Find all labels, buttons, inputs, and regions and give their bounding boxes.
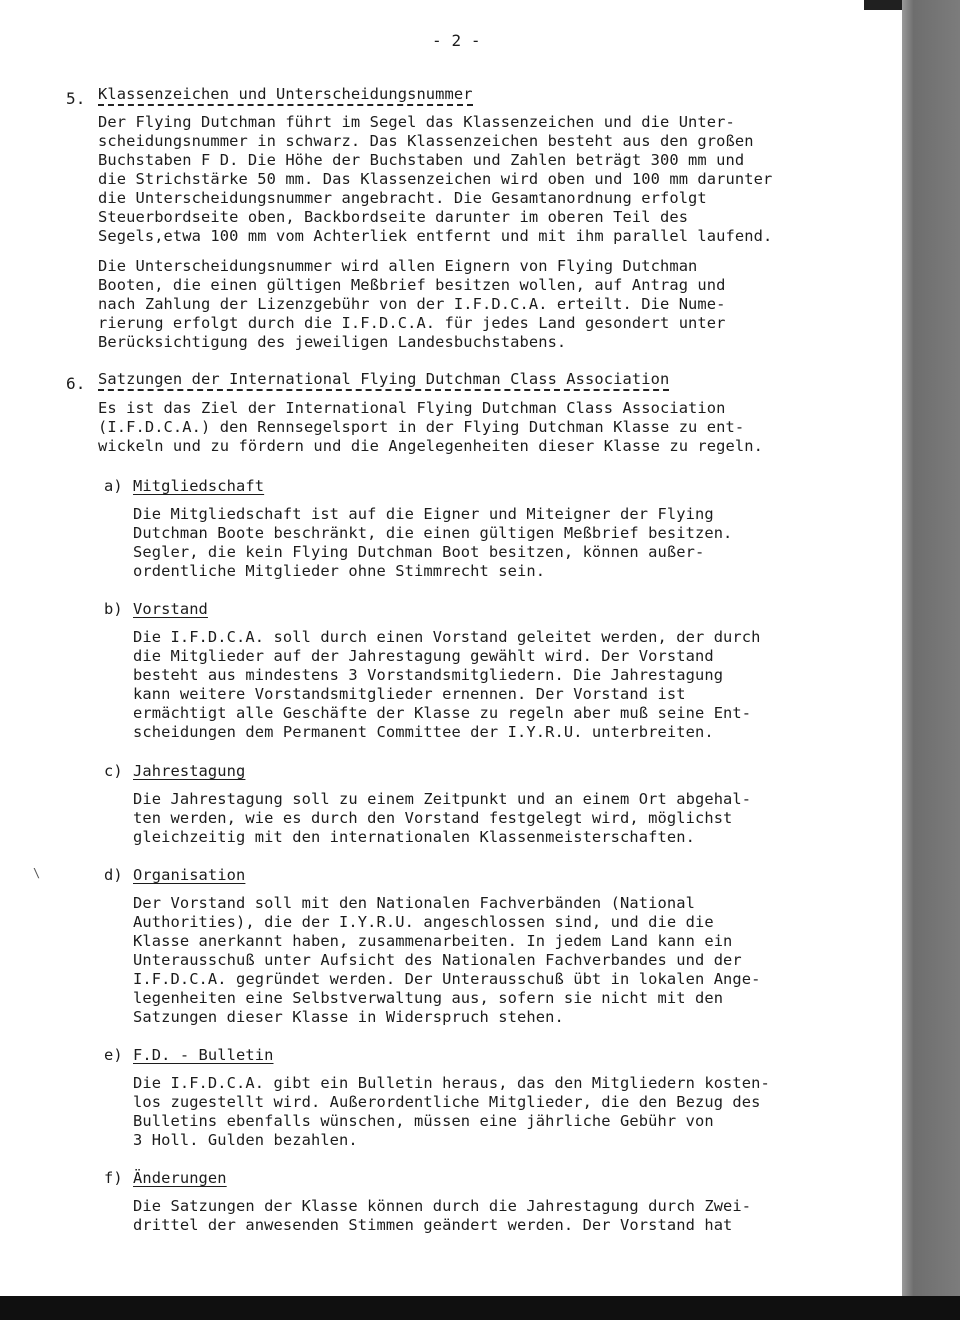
subsection-line: Bulletins ebenfalls wünschen, müssen eine jährliche Gebühr von [133, 1112, 714, 1130]
subsection-line: 3 Holl. Gulden bezahlen. [133, 1131, 358, 1149]
subsection-title-aenderungen: Änderungen [133, 1169, 227, 1187]
subsection-line: ordentliche Mitglieder ohne Stimmrecht sein. [133, 562, 546, 580]
subsection-title-bulletin: F.D. - Bulletin [133, 1046, 274, 1064]
subsection-letter: a) [104, 477, 123, 495]
subsection-line: drittel der anwesenden Stimmen geändert werden. Der Vorstand hat [133, 1216, 733, 1234]
page-number: - 2 - [432, 31, 481, 50]
subsection-line: Satzungen dieser Klasse in Widerspruch stehen. [133, 1008, 564, 1026]
scan-bottom-shadow [0, 1296, 960, 1320]
subsection-line: Klasse anerkannt haben, zusammenarbeiten. In jedem Land kann ein [133, 932, 733, 950]
scan-edge-shadow [902, 0, 960, 1320]
subsection-letter: e) [104, 1046, 123, 1064]
subsection-line: scheidungen dem Permanent Committee der I.Y.R.U. unterbreiten. [133, 723, 714, 741]
section-5-para1-line: die Unterscheidungsnummer angebracht. Die Gesamtanordnung erfolgt [98, 189, 707, 207]
subsection-line: die Mitglieder auf der Jahrestagung gewählt wird. Der Vorstand [133, 647, 714, 665]
subsection-line: I.F.D.C.A. gegründet werden. Der Unterausschuß übt in lokalen Ange- [133, 970, 761, 988]
subsection-letter: d) [104, 866, 123, 884]
subsection-title-vorstand: Vorstand [133, 600, 208, 618]
section-5-para1-line: scheidungsnummer in schwarz. Das Klassenzeichen besteht aus den großen [98, 132, 754, 150]
subsection-line: Die Mitgliedschaft ist auf die Eigner und Miteigner der Flying [133, 505, 714, 523]
section-5-number: 5. [66, 89, 86, 108]
section-5-para2-line: Die Unterscheidungsnummer wird allen Eignern von Flying Dutchman [98, 257, 698, 275]
section-5-para2-line: Booten, die einen gültigen Meßbrief besitzen wollen, auf Antrag und [98, 276, 726, 294]
subsection-line: Authorities), die der I.Y.R.U. angeschlossen sind, und die die [133, 913, 714, 931]
section-6-heading: Satzungen der International Flying Dutchman Class Association [98, 370, 669, 391]
subsection-line: legenheiten eine Selbstverwaltung aus, sofern sie nicht mit den [133, 989, 724, 1007]
subsection-title-mitgliedschaft: Mitgliedschaft [133, 477, 265, 495]
subsection-line: ten werden, wie es durch den Vorstand festgelegt wird, möglichst [133, 809, 733, 827]
subsection-line: Die Satzungen der Klasse können durch die Jahrestagung durch Zwei- [133, 1197, 752, 1215]
subsection-line: Die I.F.D.C.A. soll durch einen Vorstand geleitet werden, der durch [133, 628, 761, 646]
section-5-para2-line: nach Zahlung der Lizenzgebühr von der I.F.D.C.A. erteilt. Die Nume- [98, 295, 726, 313]
subsection-line: Die Jahrestagung soll zu einem Zeitpunkt und an einem Ort abgehal- [133, 790, 752, 808]
section-5-para1-line: Segels,etwa 100 mm vom Achterliek entfernt und mit ihm parallel laufend. [98, 227, 773, 245]
section-5-para1-line: Buchstaben F D. Die Höhe der Buchstaben und Zahlen beträgt 300 mm und [98, 151, 745, 169]
section-5-para2-line: rierung erfolgt durch die I.F.D.C.A. für jedes Land gesondert unter [98, 314, 726, 332]
section-5-para1-line: Steuerbordseite oben, Backbordseite darunter im oberen Teil des [98, 208, 689, 226]
subsection-line: gleichzeitig mit den internationalen Klassenmeisterschaften. [133, 828, 695, 846]
subsection-letter: c) [104, 762, 123, 780]
section-5-para1-line: die Strichstärke 50 mm. Das Klassenzeichen wird oben und 100 mm darunter [98, 170, 773, 188]
section-6-intro-line: wickeln und zu fördern und die Angelegenheiten dieser Klasse zu regeln. [98, 437, 763, 455]
subsection-title-jahrestagung: Jahrestagung [133, 762, 246, 780]
section-5-para2-line: Berücksichtigung des jeweiligen Landesbuchstabens. [98, 333, 567, 351]
section-5-para1-line: Der Flying Dutchman führt im Segel das Klassenzeichen und die Unter- [98, 113, 735, 131]
subsection-line: kann weitere Vorstandsmitglieder ernennen. Der Vorstand ist [133, 685, 686, 703]
subsection-line: Segler, die kein Flying Dutchman Boot besitzen, können außer- [133, 543, 705, 561]
subsection-line: ermächtigt alle Geschäfte der Klasse zu regeln aber muß seine Ent- [133, 704, 752, 722]
section-5-heading: Klassenzeichen und Unterscheidungsnummer [98, 85, 473, 106]
subsection-letter: f) [104, 1169, 123, 1187]
section-6-intro-line: Es ist das Ziel der International Flying Dutchman Class Association [98, 399, 726, 417]
subsection-line: los zugestellt wird. Außerordentliche Mitglieder, die den Bezug des [133, 1093, 761, 1111]
subsection-line: Unterausschuß unter Aufsicht des Nationalen Fachverbandes und der [133, 951, 742, 969]
section-6-number: 6. [66, 374, 86, 393]
subsection-letter: b) [104, 600, 123, 618]
subsection-line: besteht aus mindestens 3 Vorstandsmitgliedern. Die Jahrestagung [133, 666, 724, 684]
scan-edge-corner [864, 0, 902, 10]
margin-mark: \ [33, 866, 41, 880]
subsection-line: Der Vorstand soll mit den Nationalen Fachverbänden (National [133, 894, 695, 912]
section-6-intro-line: (I.F.D.C.A.) den Rennsegelsport in der Flying Dutchman Klasse zu ent- [98, 418, 745, 436]
subsection-title-organisation: Organisation [133, 866, 246, 884]
subsection-line: Die I.F.D.C.A. gibt ein Bulletin heraus, das den Mitgliedern kosten- [133, 1074, 770, 1092]
subsection-line: Dutchman Boote beschränkt, die einen gültigen Meßbrief besitzen. [133, 524, 733, 542]
